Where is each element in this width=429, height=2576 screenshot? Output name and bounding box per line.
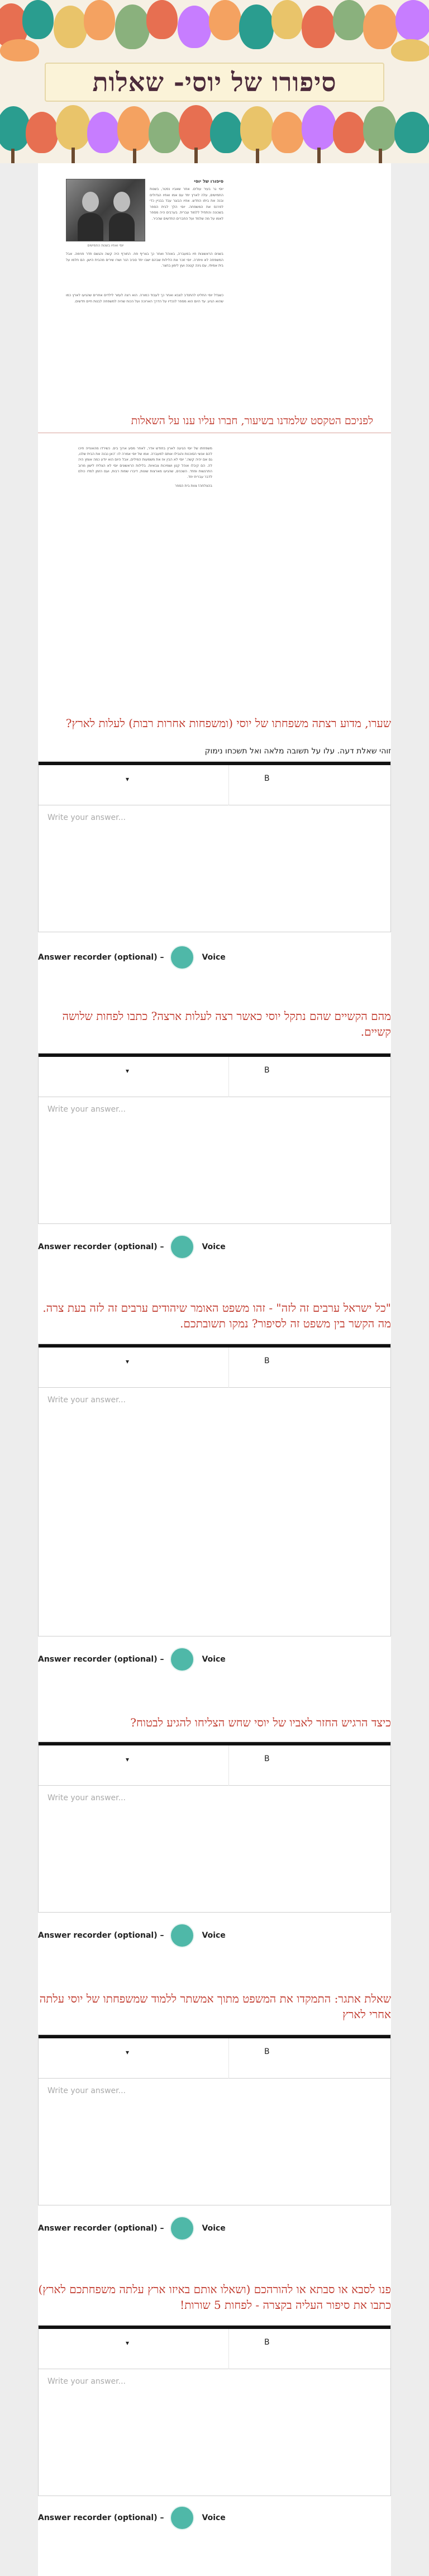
format-dropdown[interactable]: ▾ <box>126 2339 130 2347</box>
editor-toolbar <box>39 2035 390 2079</box>
tree-icon <box>240 106 274 151</box>
format-dropdown[interactable]: ▾ <box>126 775 130 783</box>
question-title: כיצד הרגיש החזר לאביו של יוסי שחש הצליחו להגיע לבטוח? <box>130 1716 391 1729</box>
story-continuation <box>78 446 212 489</box>
tree-icon <box>271 0 303 39</box>
tree-icon <box>271 112 304 153</box>
recorder-label: Answer recorder (optional) – <box>38 1655 164 1664</box>
bold-button[interactable]: B <box>264 774 270 783</box>
intro-heading: לפניכם הטקסט שלמדנו בשיעור, חברו עליו ענו על השאלות <box>131 415 373 427</box>
article-paragraph: בשנים הראשונות חיו במעברה, באוהל ואחר כך בצריף פח. החורף היה קשה והגשם חדר פנימה. אבל המשפחה לא וויתרה. יוסי זוכר את הלילות שבהם ישבו יחד סביב הנר ושרו שירים מהבית הישן. הם חלמו על בית אמיתי, עם גינה קטנה ועץ לימון בחצר. <box>66 252 223 268</box>
article-paragraph: כשגדל יוסי החליט להתנדב לצבא ואחר כך לעבוד כמורה. הוא רצה לעזור לילדים אחרים שהגיעו לארץ כמו שהוא הגיע. עד היום הוא מספר לנכדיו על הדרך הארוכה ועל הכוח שהיה למשפחה לבנות חיים חדשים. <box>66 293 223 303</box>
answer-recorder <box>38 1647 391 1672</box>
question-title: מהם הקשיים שהם נתקל יוסי כאשר רצה לעלות ארצה? כתבו לפחות שלושה קשיים. <box>62 1009 391 1038</box>
tree-icon <box>115 4 150 49</box>
question-title: פנו לסבא או סבתא או להורהכם (ושאלו אותם באיזו ארץ עלתה משפחתכם לארץ) כתבו את סיפור העליה בקצרה - לפחות 5 שורות! <box>38 2283 391 2312</box>
tree-icon <box>210 112 242 153</box>
tree-icon <box>363 4 398 49</box>
record-button[interactable] <box>170 2216 194 2241</box>
record-button[interactable] <box>170 1923 194 1948</box>
record-button[interactable] <box>170 1235 194 1259</box>
article-heading: סיפורו של יוסי <box>194 179 223 184</box>
answer-recorder <box>38 2505 391 2531</box>
bold-button[interactable]: B <box>264 2338 270 2347</box>
answer-input[interactable]: Write your answer... <box>47 1396 126 1405</box>
tree-icon <box>117 106 151 151</box>
tree-icon <box>0 39 39 61</box>
photo-caption: יוסי ואחיו בשנות החמישים <box>87 244 124 248</box>
tree-icon <box>395 0 429 40</box>
tree-icon <box>302 105 336 150</box>
tree-icon <box>302 6 335 48</box>
voice-label: Voice <box>202 1242 226 1251</box>
answer-editor[interactable] <box>38 2325 391 2496</box>
answer-input[interactable]: Write your answer... <box>47 1794 126 1802</box>
tree-icon <box>394 112 429 153</box>
page-title: סיפורו של יוסי- שאלות <box>92 67 337 97</box>
recorder-label: Answer recorder (optional) – <box>38 2513 164 2522</box>
format-dropdown[interactable]: ▾ <box>126 2048 130 2056</box>
answer-editor[interactable] <box>38 1344 391 1636</box>
editor-toolbar <box>39 1344 390 1388</box>
tree-icon <box>149 112 181 153</box>
bold-button[interactable]: B <box>264 1754 270 1763</box>
editor-toolbar <box>39 762 390 805</box>
tree-icon <box>54 6 87 48</box>
answer-editor[interactable] <box>38 2034 391 2205</box>
editor-toolbar <box>39 2326 390 2369</box>
tree-icon <box>56 105 90 150</box>
story-continuation-text: משפחתו של יוסי הגיעה לארץ בחודש אדר, לאחר מסע ארוך בים. כשירדו מהאונייה חיכו להם אנשי הסוכנות והובילו אותם למעברה. אמו של יוסי אמרה לו: 'כאן נבנה את הבית שלנו, גם אם יהיה קשה.' יוסי לא הבין אז את משמעות המילים, אבל היום הוא יודע כמה אומץ היה לה. הם קיבלו אוהל קטן ושמיכות צבאיות. בלילות הראשונים יוסי לא הצליח לישון מרוב התרגשות ופחד. השכנים, שהגיעו מארצות שונות, דיברו שפות רבות, ועם הזמן למדו כולם לדבר עברית יחד. <box>78 447 212 480</box>
question-title: "כל ישראל ערבים זה לזה" - זהו משפט האומר שיהודים ערבים זה לזה בעת צרה. מה הקשר בין משפט זה לסיפור? נמקו תשובתכם. <box>42 1301 391 1330</box>
recorder-label: Answer recorder (optional) – <box>38 1931 164 1940</box>
voice-label: Voice <box>202 1931 226 1940</box>
answer-input[interactable]: Write your answer... <box>47 2377 126 2386</box>
tree-icon <box>22 0 54 39</box>
title-plate <box>45 63 384 102</box>
tree-icon <box>84 0 115 40</box>
format-dropdown[interactable]: ▾ <box>126 1358 130 1365</box>
answer-recorder <box>38 2216 391 2241</box>
recorder-label: Answer recorder (optional) – <box>38 953 164 962</box>
story-signature: בהצלחה! צוות בית הספר <box>175 484 212 488</box>
record-button[interactable] <box>170 2506 194 2530</box>
answer-recorder <box>38 1923 391 1948</box>
story-article <box>66 179 223 380</box>
bold-button[interactable]: B <box>264 1066 270 1075</box>
editor-toolbar <box>39 1054 390 1097</box>
question-title: שערו, מדוע רצתה משפחתו של יוסי (ומשפחות אחרות רבות) לעלות לארץ? <box>65 717 391 730</box>
question-subtitle: זוהי שאלת דעה. עלו על תשובה מלאה ואל תשכחו נימוק <box>204 747 391 756</box>
bold-button[interactable]: B <box>264 1356 270 1365</box>
answer-recorder <box>38 945 391 970</box>
tree-icon <box>179 105 213 150</box>
answer-recorder <box>38 1234 391 1260</box>
recorder-label: Answer recorder (optional) – <box>38 1242 164 1251</box>
answer-editor[interactable] <box>38 1742 391 1913</box>
tree-icon <box>178 6 211 48</box>
record-button[interactable] <box>170 945 194 970</box>
bold-button[interactable]: B <box>264 2047 270 2056</box>
answer-input[interactable]: Write your answer... <box>47 813 126 822</box>
recorder-label: Answer recorder (optional) – <box>38 2224 164 2233</box>
answer-editor[interactable] <box>38 761 391 932</box>
editor-toolbar <box>39 1742 390 1786</box>
header-banner <box>0 0 429 163</box>
voice-label: Voice <box>202 2224 226 2233</box>
tree-icon <box>209 0 241 40</box>
format-dropdown[interactable]: ▾ <box>126 1756 130 1763</box>
answer-editor[interactable] <box>38 1053 391 1224</box>
tree-icon <box>146 0 178 39</box>
question-title: שאלת אתגר: התמקדו את המשפט מתוך אמשתר ללמוד שמשפחתו של יוסי עלתה אחרי לארץ <box>39 1992 391 2021</box>
voice-label: Voice <box>202 953 226 962</box>
tree-icon <box>26 112 58 153</box>
tree-icon <box>391 39 429 61</box>
answer-input[interactable]: Write your answer... <box>47 1105 126 1114</box>
tree-icon <box>363 106 397 151</box>
voice-label: Voice <box>202 2513 226 2522</box>
tree-icon <box>333 112 365 153</box>
answer-input[interactable]: Write your answer... <box>47 2086 126 2095</box>
article-paragraph: יוסי גר בעיר עולים. אחר שאביו נפטר, בשנות החמישים, עלה לארץ יחד עם אמו ואחיו הגדולים ובנה את ביתו החדש. אחיו הבוגר עבד בבניין כדי לפרנס את המשפחה. יוסי הלך לבית הספר בשכונה והתחיל ללמוד עברית. בערבים היה מספר לאמו על מה שלמד ועל החברים החדשים שהכיר. <box>150 187 223 221</box>
tree-icon <box>333 0 365 40</box>
tree-icon <box>239 4 274 49</box>
tree-icon <box>87 112 120 153</box>
voice-label: Voice <box>202 1655 226 1664</box>
format-dropdown[interactable]: ▾ <box>126 1067 130 1075</box>
record-button[interactable] <box>170 1647 194 1672</box>
family-photo <box>66 179 145 241</box>
